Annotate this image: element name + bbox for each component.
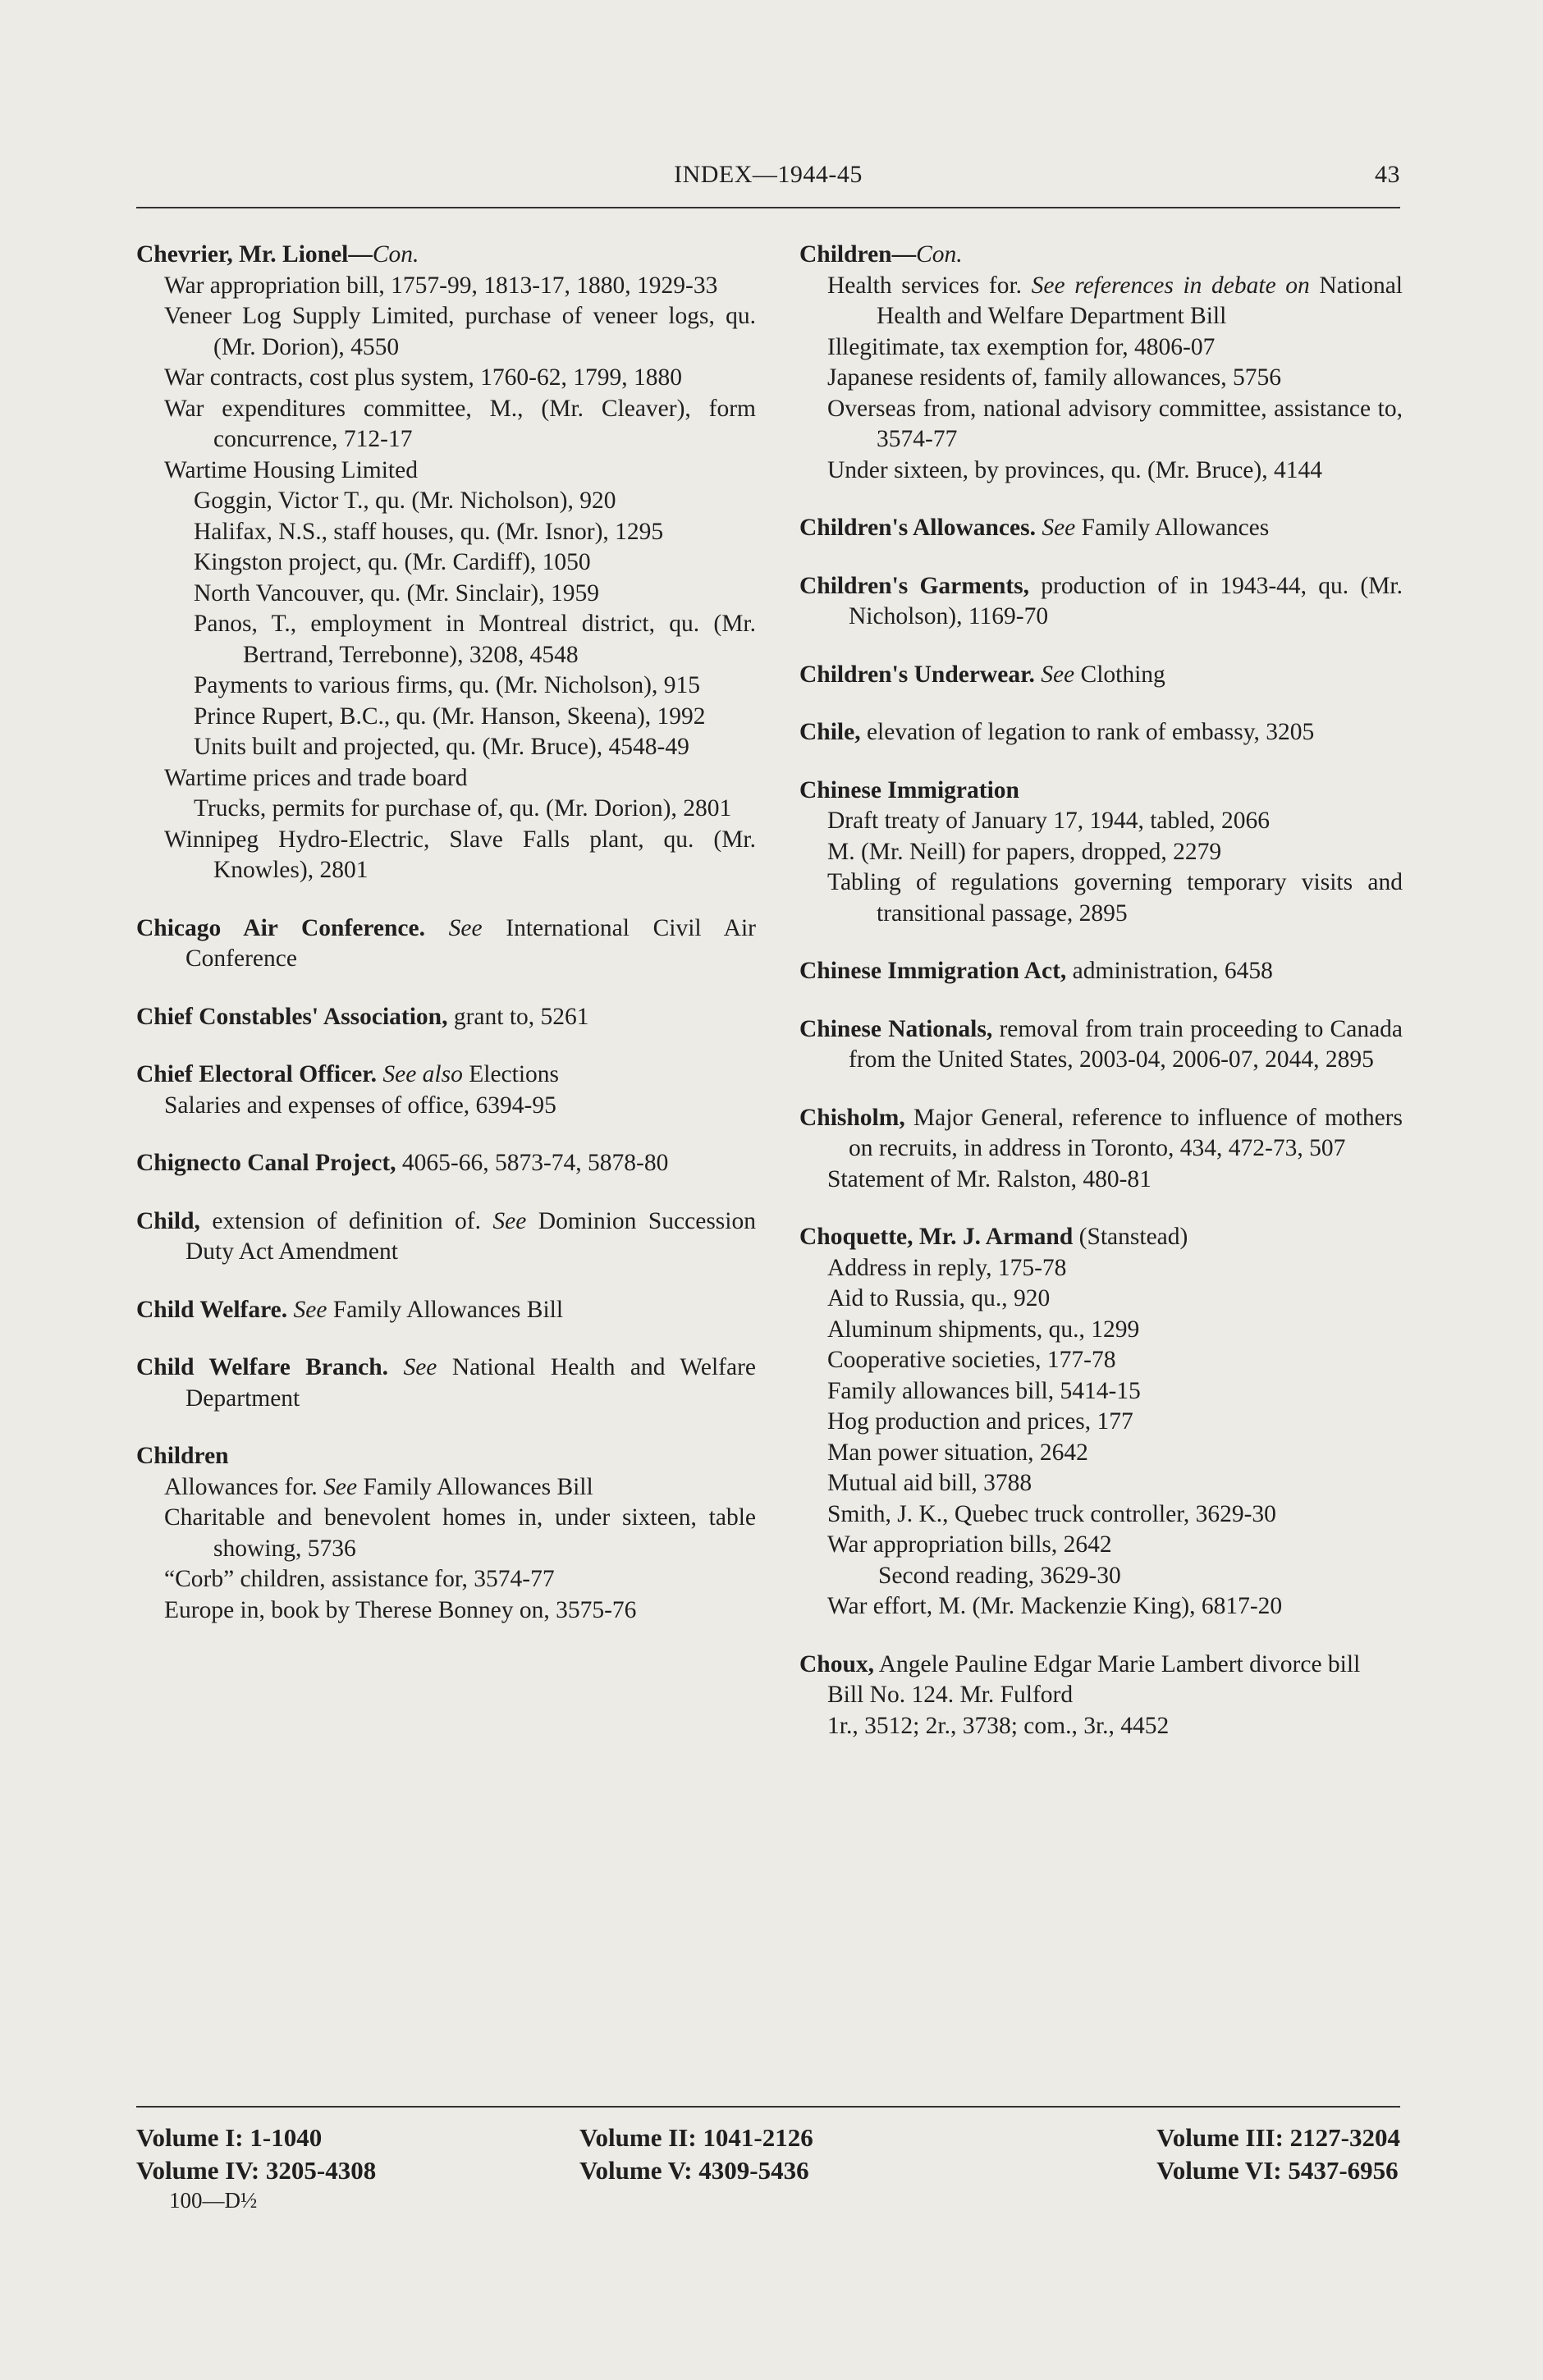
- subentry-text: Aid to Russia, qu., 920: [827, 1285, 1051, 1311]
- volume-4: Volume IV: 3205-4308: [136, 2156, 377, 2185]
- index-subentry: [136, 763, 756, 794]
- entry-text: grant to, 5261: [447, 1003, 589, 1030]
- entry-text: Major General, reference to influence of mothers on recruits, in address in Toronto, 434, 472-73, 507: [849, 1104, 1403, 1161]
- index-heading-entry: [136, 1148, 756, 1179]
- subentry-text: War contracts, cost plus system, 1760-62, 1799, 1880: [164, 364, 682, 391]
- index-subentry: [799, 1253, 1403, 1284]
- index-subentry: [799, 1407, 1403, 1438]
- subentry-text: War expenditures committee, M., (Mr. Cleaver), form concurrence, 712-17: [164, 395, 756, 452]
- signature-mark: 100—D½: [169, 2188, 258, 2213]
- entry-text: extension of definition of.: [199, 1207, 493, 1234]
- index-heading-entry: [799, 1014, 1403, 1076]
- entry-text: Family Allowances Bill: [327, 1296, 564, 1323]
- subentry-text: Aluminum shipments, qu., 1299: [827, 1316, 1140, 1343]
- index-subentry: [136, 363, 756, 394]
- entry-text: National Health and Welfare Department: [185, 1354, 756, 1412]
- volume-6: Volume VI: 5437-6956: [1156, 2156, 1399, 2185]
- index-heading-entry: [799, 240, 1403, 271]
- subentry-text: Wartime prices and trade board: [164, 764, 468, 791]
- index-subentry: [799, 837, 1403, 868]
- index-subentry: [136, 271, 756, 302]
- entry-heading-cont: Con.: [916, 241, 963, 268]
- index-heading-entry: [799, 717, 1403, 748]
- index-subentry: [799, 363, 1403, 394]
- index-subentry: [136, 1472, 756, 1504]
- left-column: [136, 240, 756, 1626]
- subentry-text: Kingston project, qu. (Mr. Cardiff), 1050: [194, 549, 591, 575]
- subentry-text: Under sixteen, by provinces, qu. (Mr. Bruce), 4144: [827, 456, 1322, 483]
- volume-5: Volume V: 4309-5436: [579, 2156, 809, 2185]
- index-subentry: [799, 806, 1403, 837]
- index-heading-entry: [136, 1352, 756, 1414]
- entry-heading: Chicago Air Conference.: [136, 914, 425, 941]
- subentry-text: Mutual aid bill, 3788: [827, 1470, 1032, 1496]
- index-subentry: [136, 394, 756, 455]
- entry-heading: Chief Constables' Association,: [136, 1003, 448, 1030]
- subentry-text: Cooperative societies, 177-78: [827, 1347, 1116, 1373]
- subentry-text: Overseas from, national advisory committee, assistance to, 3574-77: [827, 395, 1403, 452]
- subentry-text: Payments to various firms, qu. (Mr. Nicholson), 915: [194, 672, 700, 698]
- index-subentry: [799, 1499, 1403, 1531]
- index-heading-entry: [799, 776, 1403, 807]
- entry-text: Elections: [462, 1061, 560, 1087]
- subentry-text: Salaries and expenses of office, 6394-95: [164, 1092, 556, 1119]
- index-subentry: [799, 1438, 1403, 1469]
- subentry-text: 1r., 3512; 2r., 3738; com., 3r., 4452: [827, 1712, 1170, 1739]
- index-heading-entry: [136, 1002, 756, 1033]
- subentry-text: National Health and Welfare Department Bill: [877, 272, 1403, 329]
- entry-heading: Chinese Immigration Act,: [799, 958, 1067, 984]
- index-subentry: [136, 547, 756, 579]
- index-heading-entry: [799, 1650, 1403, 1681]
- see-reference: See: [1034, 661, 1075, 688]
- see-reference: See also: [376, 1061, 463, 1087]
- entry-text: Dominion Succession Duty Act Amendment: [185, 1207, 756, 1265]
- subentry-text: Tabling of regulations governing temporary visits and transitional passage, 2895: [827, 869, 1403, 927]
- subentry-text: Family Allowances Bill: [357, 1473, 593, 1500]
- subentry-text: Panos, T., employment in Montreal district, qu. (Mr. Bertrand, Terrebonne), 3208, 4548: [194, 611, 756, 668]
- subentry-text: Allowances for.: [164, 1473, 324, 1500]
- index-heading-entry: [799, 1103, 1403, 1165]
- volume-2: Volume II: 1041-2126: [579, 2123, 813, 2152]
- index-subentry: [799, 867, 1403, 929]
- entry-text: elevation of legation to rank of embassy, 3205: [860, 719, 1315, 745]
- subentry-text: Draft treaty of January 17, 1944, tabled, 2066: [827, 808, 1271, 834]
- index-subentry: [799, 1468, 1403, 1499]
- index-subentry: [136, 486, 756, 517]
- header-rule: [136, 207, 1400, 208]
- entry-heading: Chisholm,: [799, 1104, 905, 1131]
- entry-text: removal from train proceeding to Canada from the United States, 2003-04, 2006-07, 2044, 2895: [849, 1015, 1403, 1073]
- footer-rule: [136, 2106, 1400, 2108]
- entry-heading: Children's Allowances.: [799, 515, 1036, 541]
- subentry-text: Europe in, book by Therese Bonney on, 3575-76: [164, 1596, 637, 1623]
- subentry-text: Charitable and benevolent homes in, under sixteen, table showing, 5736: [164, 1504, 756, 1562]
- entry-heading: Choquette, Mr. J. Armand: [799, 1224, 1074, 1250]
- index-subentry: [799, 1315, 1403, 1346]
- index-subentry: [136, 609, 756, 671]
- index-subentry: [799, 1680, 1403, 1711]
- index-heading-entry: [799, 956, 1403, 987]
- volume-1: Volume I: 1-1040: [136, 2123, 323, 2152]
- subentry-text: Family allowances bill, 5414-15: [827, 1377, 1141, 1404]
- entry-heading: Child,: [136, 1207, 200, 1234]
- index-subentry: [136, 517, 756, 548]
- header-title: INDEX—1944-45: [674, 161, 863, 188]
- subentry-text: Statement of Mr. Ralston, 480-81: [827, 1165, 1152, 1192]
- index-subentry: [136, 301, 756, 363]
- subentry-text: War appropriation bills, 2642: [827, 1531, 1112, 1558]
- entry-heading: Choux,: [799, 1650, 874, 1677]
- index-subentry: [799, 1284, 1403, 1315]
- entry-text: Family Allowances: [1075, 515, 1270, 541]
- index-subentry: [136, 1595, 756, 1627]
- index-subentry: [799, 1561, 1403, 1592]
- entry-text: Clothing: [1074, 661, 1165, 688]
- index-subentry: [799, 1530, 1403, 1561]
- subentry-text: North Vancouver, qu. (Mr. Sinclair), 1959: [194, 579, 599, 606]
- index-subentry: [799, 1711, 1403, 1742]
- entry-heading: Children: [136, 1443, 229, 1469]
- subentry-text: War appropriation bill, 1757-99, 1813-17, 1880, 1929-33: [164, 272, 718, 299]
- index-subentry: [136, 455, 756, 487]
- entry-text: administration, 6458: [1066, 958, 1273, 984]
- subentry-text: Health services for.: [827, 272, 1032, 299]
- index-heading-entry: [799, 660, 1403, 691]
- index-subentry: [799, 1345, 1403, 1376]
- see-reference: See: [388, 1354, 437, 1380]
- running-header: [136, 161, 1400, 197]
- volume-3: Volume III: 2127-3204: [1156, 2123, 1400, 2152]
- index-subentry: [799, 1591, 1403, 1623]
- index-heading-entry: [136, 1441, 756, 1472]
- index-heading-entry: [136, 240, 756, 271]
- subentry-text: Japanese residents of, family allowances, 5756: [827, 364, 1281, 391]
- subentry-text: M. (Mr. Neill) for papers, dropped, 2279: [827, 838, 1222, 865]
- index-subentry: [136, 702, 756, 733]
- subentry-text: Bill No. 124. Mr. Fulford: [827, 1682, 1074, 1708]
- index-subentry: [799, 455, 1403, 487]
- index-subentry: [136, 1091, 756, 1122]
- index-heading-entry: [136, 1060, 756, 1091]
- index-subentry: [136, 732, 756, 763]
- entry-text: (Stanstead): [1073, 1224, 1188, 1250]
- index-subentry: [136, 825, 756, 886]
- entry-heading: Children—: [799, 241, 917, 268]
- subentry-text: War effort, M. (Mr. Mackenzie King), 6817-20: [827, 1593, 1283, 1619]
- index-subentry: [136, 579, 756, 610]
- subentry-text: Halifax, N.S., staff houses, qu. (Mr. Isnor), 1295: [194, 518, 664, 545]
- entry-heading: Chinese Immigration: [799, 776, 1019, 803]
- index-subentry: [799, 1165, 1403, 1196]
- entry-heading: Chinese Nationals,: [799, 1015, 993, 1042]
- index-heading-entry: [136, 913, 756, 975]
- index-heading-entry: [799, 513, 1403, 544]
- entry-heading-cont: Con.: [372, 241, 419, 268]
- subentry-text: “Corb” children, assistance for, 3574-77: [164, 1566, 555, 1592]
- subentry-text: Wartime Housing Limited: [164, 456, 418, 483]
- index-heading-entry: [799, 1222, 1403, 1253]
- subentry-text: Man power situation, 2642: [827, 1439, 1088, 1466]
- entry-text: production of in 1943-44, qu. (Mr. Nicholson), 1169-70: [849, 572, 1403, 629]
- subentry-text: Trucks, permits for purchase of, qu. (Mr. Dorion), 2801: [194, 795, 732, 822]
- index-subentry: [799, 1376, 1403, 1407]
- subentry-text: Goggin, Victor T., qu. (Mr. Nicholson), 920: [194, 487, 616, 514]
- subentry-text: Veneer Log Supply Limited, purchase of veneer logs, qu. (Mr. Dorion), 4550: [164, 303, 756, 360]
- entry-heading: Child Welfare.: [136, 1296, 288, 1323]
- entry-heading: Children's Garments,: [799, 572, 1030, 599]
- right-column: [799, 240, 1403, 1742]
- subentry-text: Hog production and prices, 177: [827, 1408, 1133, 1435]
- entry-heading: Chile,: [799, 719, 861, 745]
- entry-heading: Children's Underwear.: [799, 661, 1035, 688]
- index-subentry: [799, 332, 1403, 364]
- page-number: 43: [1375, 161, 1400, 188]
- subentry-text: Winnipeg Hydro-Electric, Slave Falls plant, qu. (Mr. Knowles), 2801: [164, 826, 756, 883]
- index-subentry: [136, 794, 756, 825]
- entry-text: Angele Pauline Edgar Marie Lambert divorce bill: [874, 1650, 1361, 1677]
- entry-heading: Chignecto Canal Project,: [136, 1150, 396, 1176]
- index-subentry: [799, 271, 1403, 332]
- index-subentry: [136, 1564, 756, 1595]
- entry-text: 4065-66, 5873-74, 5878-80: [396, 1150, 669, 1176]
- entry-text: International Civil Air Conference: [185, 914, 756, 972]
- see-reference: See: [425, 914, 483, 941]
- index-subentry: [136, 1503, 756, 1564]
- see-reference: See: [492, 1207, 527, 1234]
- see-reference: See: [323, 1473, 358, 1500]
- subentry-text: Address in reply, 175-78: [827, 1254, 1067, 1281]
- index-heading-entry: [799, 571, 1403, 633]
- entry-heading: Chevrier, Mr. Lionel—: [136, 241, 373, 268]
- subentry-text: Prince Rupert, B.C., qu. (Mr. Hanson, Skeena), 1992: [194, 703, 706, 730]
- subentry-text: Illegitimate, tax exemption for, 4806-07: [827, 333, 1216, 360]
- subentry-text: Smith, J. K., Quebec truck controller, 3629-30: [827, 1500, 1276, 1527]
- see-reference: See references in debate on: [1031, 272, 1310, 299]
- index-heading-entry: [136, 1295, 756, 1326]
- index-subentry: [136, 671, 756, 702]
- index-heading-entry: [136, 1206, 756, 1268]
- index-subentry: [799, 394, 1403, 455]
- see-reference: See: [1035, 515, 1076, 541]
- see-reference: See: [287, 1296, 327, 1323]
- entry-heading: Child Welfare Branch.: [136, 1354, 389, 1380]
- entry-heading: Chief Electoral Officer.: [136, 1061, 377, 1087]
- subentry-text: Second reading, 3629-30: [878, 1562, 1121, 1589]
- subentry-text: Units built and projected, qu. (Mr. Bruce), 4548-49: [194, 734, 689, 760]
